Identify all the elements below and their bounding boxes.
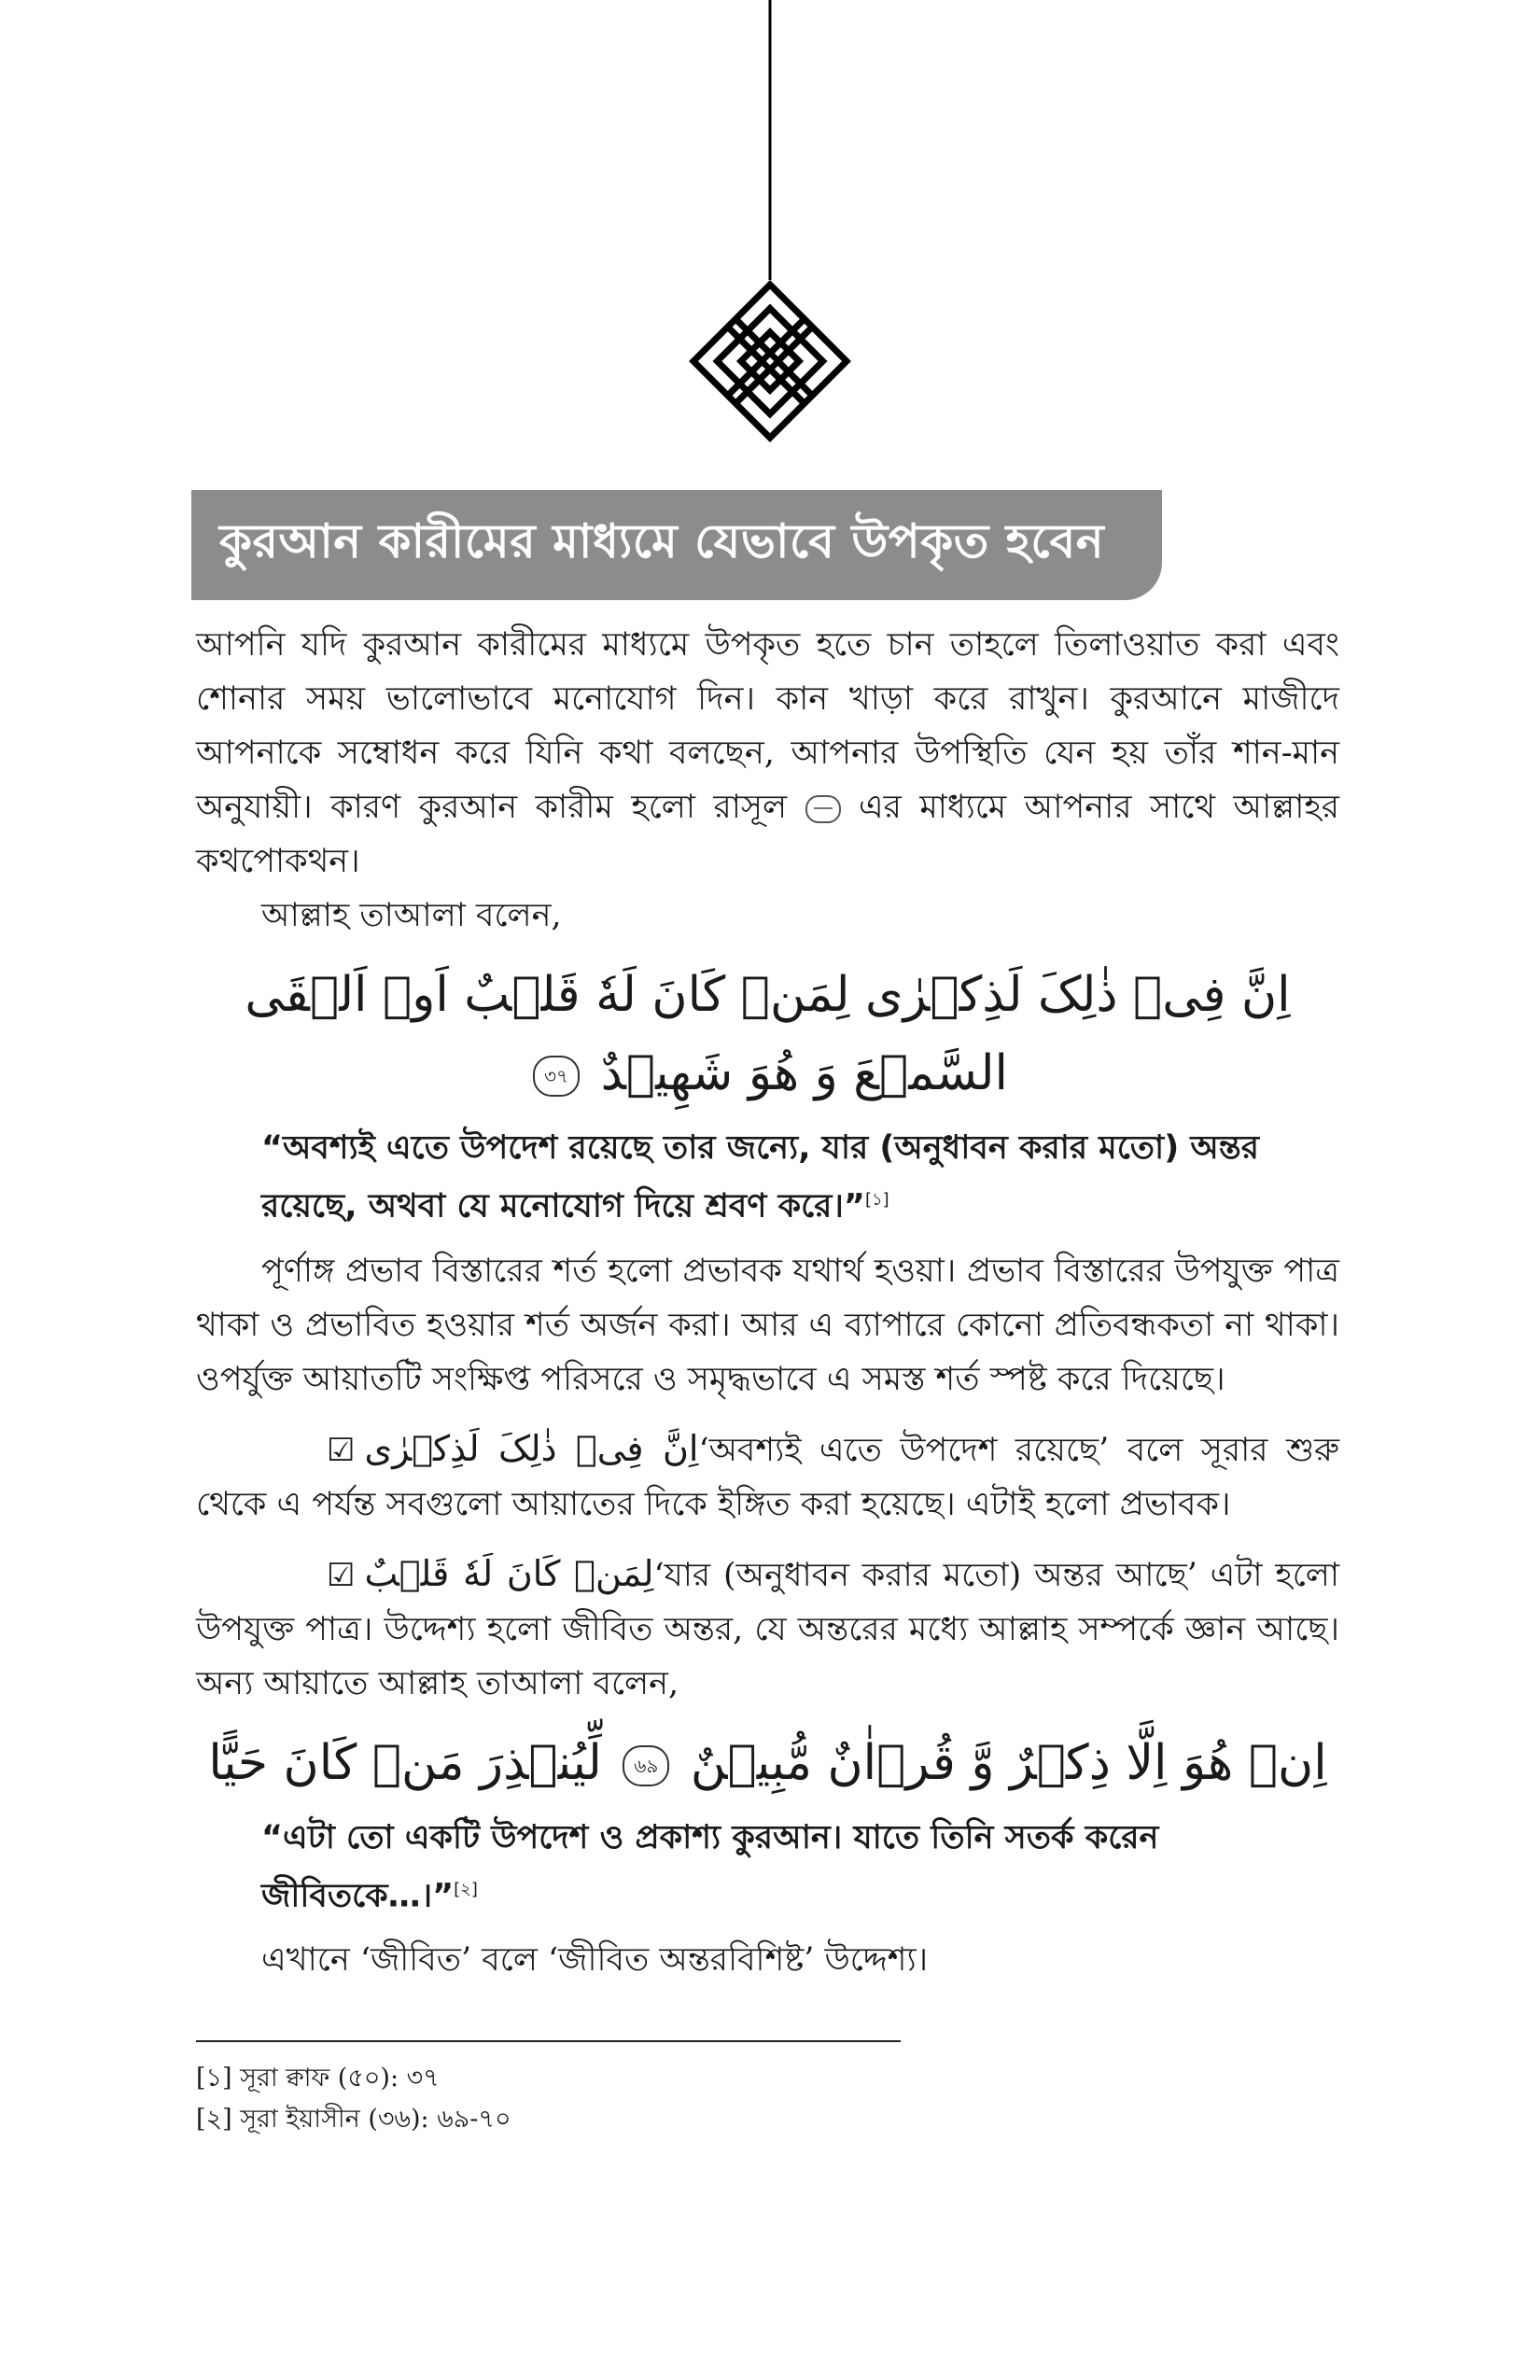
verse-2-translation-text: “এটা তো একটি উপদেশ ও প্রকাশ্য কুরআন। যাতে তিনি সতর্ক করেন জীবিতকে…।”	[261, 1818, 1159, 1915]
footnote-2: [২] সূরা ইয়াসীন (৩৬): ৬৯-৭০	[196, 2105, 511, 2134]
point-1-paragraph	[196, 1421, 1339, 1532]
ayah-number-marker: ৩৭	[533, 1056, 580, 1097]
hanging-knot-ornament	[0, 0, 1540, 448]
footnote-divider	[196, 2040, 901, 2042]
verse-1-translation	[196, 1122, 1339, 1233]
closing-line: এখানে ‘জীবিত’ বলে ‘জীবিত অন্তরবিশিষ্ট’ উদ্দেশ্য।	[261, 1941, 929, 1980]
verse-1-arabic: اِنَّ فِیۡ ذٰلِکَ لَذِکۡرٰی لِمَنۡ کَانَ لَهٗ قَلۡبٌ اَوۡ اَلۡقَی السَّمۡعَ وَ هُوَ شَهِیۡدٌ	[245, 967, 1291, 1101]
arabic-verse-2	[196, 1724, 1339, 1802]
conditions-paragraph: পূর্ণাঙ্গ প্রভাব বিস্তারের শর্ত হলো প্রভাবক যথার্থ হওয়া। প্রভাব বিস্তারের উপযুক্ত পাত্র থাকা ও প্রভাবিত হওয়ার শর্ত অর্জন করা। আর এ ব্যাপারে কোনো প্রতিবন্ধকতা না থাকা। ওপর্যুক্ত আয়াতটি সংক্ষিপ্ত পরিসরে ও সমৃদ্ধভাবে এ সমস্ত শর্ত স্পষ্ট করে দিয়েছে।	[196, 1252, 1339, 1398]
chapter-title-banner	[191, 490, 1162, 600]
arabic-verse-1	[196, 956, 1339, 1113]
footnote-ref-1[interactable]: [১]	[864, 1190, 889, 1210]
footnotes	[196, 2058, 1129, 2140]
intro-paragraph	[196, 618, 1339, 889]
verse-2-translation	[196, 1812, 1339, 1923]
footnote-ref-2[interactable]: [২]	[454, 1879, 478, 1899]
chapter-title: কুরআন কারীমের মাধ্যমে যেভাবে উপকৃত হবেন	[219, 513, 1105, 568]
checkbox-icon: ☑	[327, 1556, 356, 1594]
point-1-text: ‘অবশ্যই এতে উপদেশ রয়েছে’ বলে সূরার শুরু থেকে এ পর্যন্ত সবগুলো আয়াতের দিকে ইঙ্গিত করা হয়েছে। এটাই হলো প্রভাবক।	[196, 1431, 1339, 1523]
checkbox-icon: ☑	[327, 1431, 356, 1469]
salawat-icon	[805, 795, 841, 823]
allah-says-line: আল্লাহ তাআলা বলেন,	[261, 897, 562, 934]
footnote-1: [১] সূরা ক্বাফ (৫০): ৩৭	[196, 2064, 440, 2093]
intro-text-2: এর মাধ্যমে আপনার সাথে আল্লাহর কথপোকথন।	[196, 789, 1339, 880]
point-2-arabic: لِمَنۡ کَانَ لَهٗ قَلۡبٌ	[364, 1552, 654, 1594]
intro-text-1: আপনি যদি কুরআন কারীমের মাধ্যমে উপকৃত হতে চান তাহলে তিলাওয়াত করা এবং শোনার সময় ভালোভাবে মনোযোগ দিন। কান খাড়া করে রাখুন। কুরআনে মাজীদে আপনাকে সম্বোধন করে যিনি কথা বলছেন, আপনার উপস্থিতি যেন হয় তাঁর শান-মান অনুযায়ী। কারণ কুরআন কারীম হলো রাসূল	[196, 626, 1339, 826]
verse-1-translation-text: “অবশ্যই এতে উপদেশ রয়েছে তার জন্যে, যার (অনুধাবন করার মতো) অন্তর রয়েছে, অথবা যে মনোযোগ দিয়ে শ্রবণ করে।”	[261, 1129, 1260, 1225]
verse-2-arabic-2: لِّیُنۡذِرَ مَنۡ کَانَ حَیًّا	[208, 1734, 602, 1791]
point-2-text: ‘যার (অনুধাবন করার মতো) অন্তর আছে’ এটা হলো উপযুক্ত পাত্র। উদ্দেশ্য হলো জীবিত অন্তর, যে অন্তরের মধ্যে আল্লাহ সম্পর্কে জ্ঞান আছে। অন্য আয়াতে আল্লাহ তাআলা বলেন,	[196, 1556, 1340, 1702]
verse-2-arabic-1: اِنۡ هُوَ اِلَّا ذِکۡرٌ وَّ قُرۡاٰنٌ مُّبِیۡنٌ	[690, 1734, 1327, 1791]
main-content	[196, 618, 1339, 1987]
ayah-number-marker: ৬৯	[623, 1745, 669, 1786]
point-2-paragraph	[196, 1547, 1339, 1711]
point-1-arabic: اِنَّ فِیۡ ذٰلِکَ لَذِکۡرٰی	[364, 1427, 699, 1469]
